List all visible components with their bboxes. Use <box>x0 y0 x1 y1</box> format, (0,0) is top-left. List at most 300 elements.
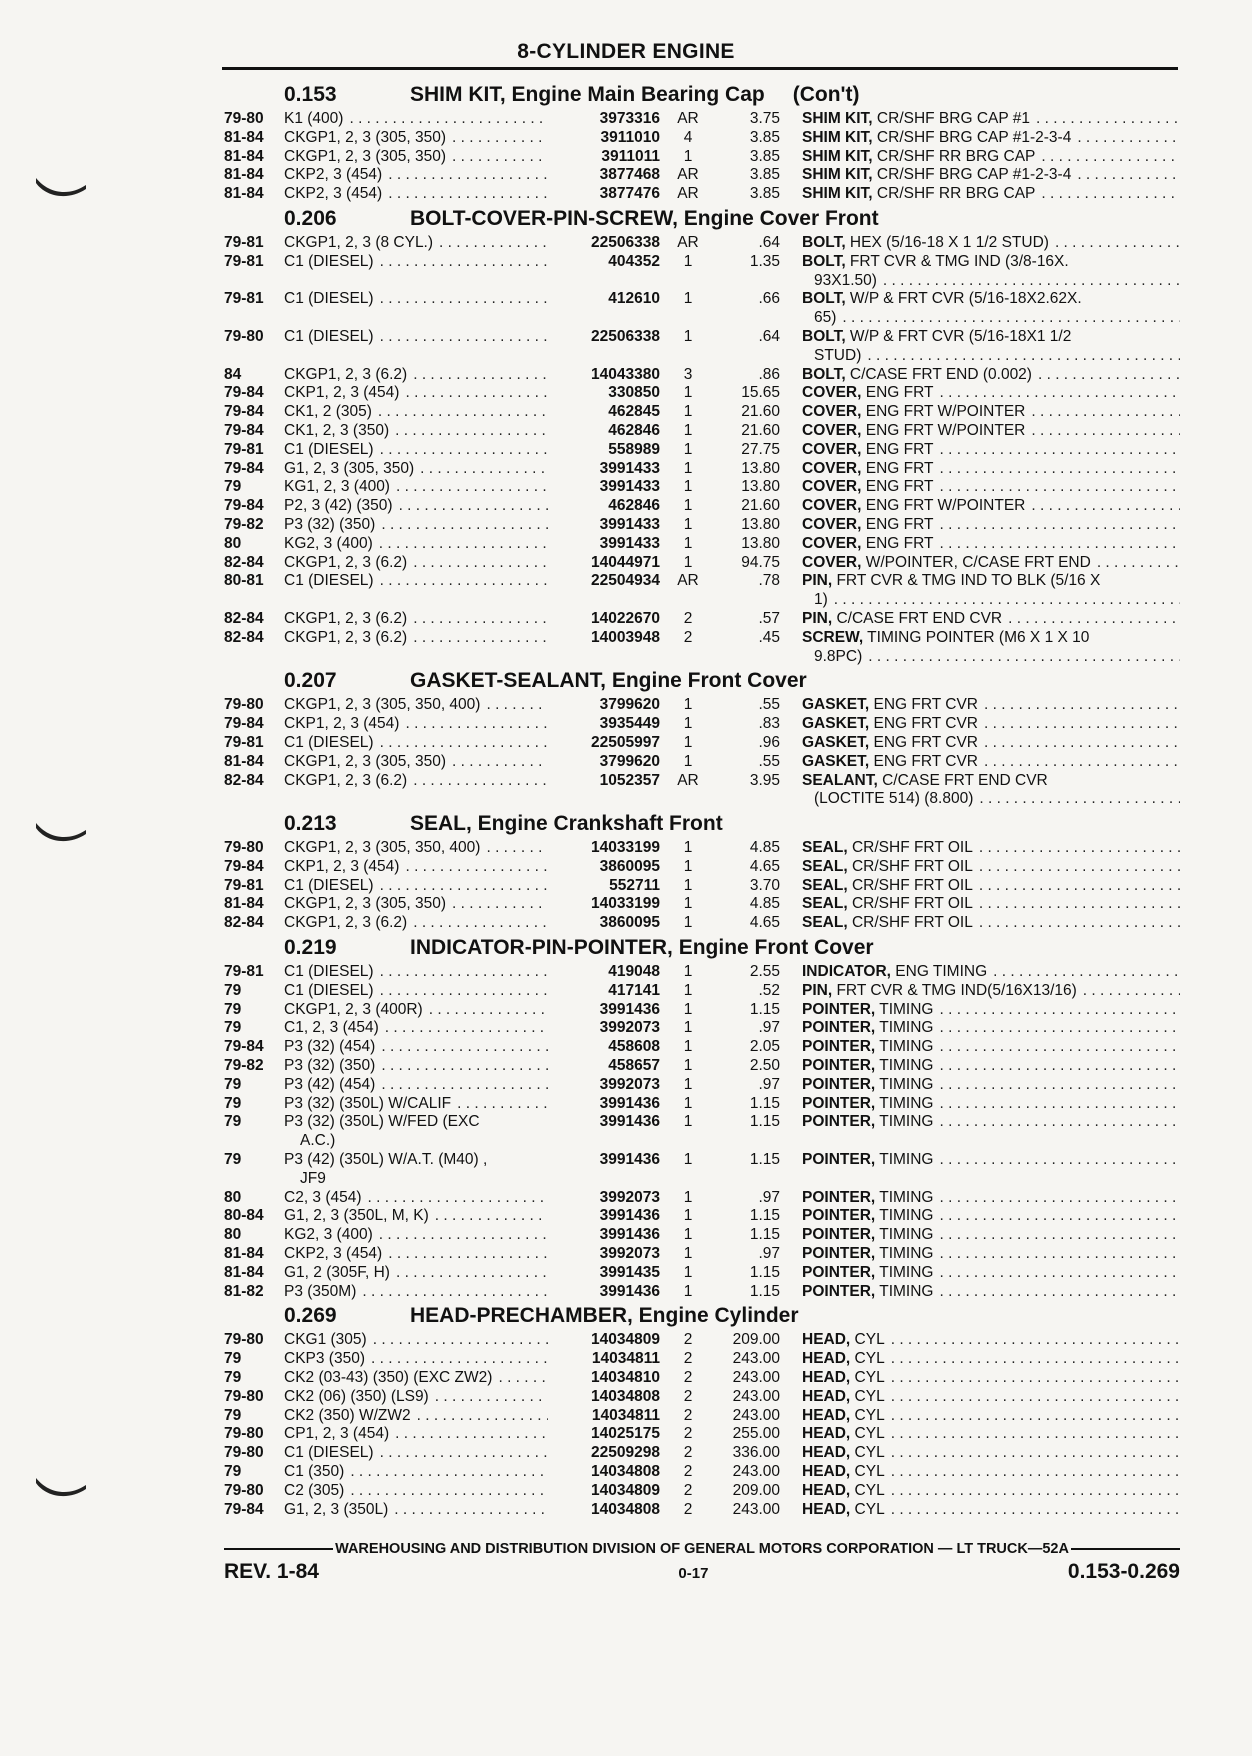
model-application <box>284 253 554 272</box>
part-number: 462845 <box>608 403 660 421</box>
quantity: 1 <box>683 752 693 770</box>
description-line <box>802 110 1180 129</box>
parts-row <box>224 1001 1180 1020</box>
model-line: CK2 (350) W/ZW2 <box>284 1406 411 1424</box>
part-number: 3991436 <box>599 1094 660 1112</box>
description-text: POINTER, TIMING <box>802 1245 934 1263</box>
description-line <box>802 1095 1180 1114</box>
model-year: 81-84 <box>224 147 264 165</box>
model-lines <box>284 1463 344 1482</box>
part-number: 3991433 <box>599 478 660 496</box>
description-line <box>802 290 1180 309</box>
parts-row <box>224 572 1180 610</box>
model-year: 81-84 <box>224 166 264 184</box>
parts-row <box>224 1189 1180 1208</box>
description-text: POINTER, TIMING <box>802 1000 934 1018</box>
model-lines <box>284 290 374 309</box>
part-number: 3877476 <box>599 185 660 203</box>
description-line <box>802 1057 1180 1076</box>
description-line <box>802 1350 1180 1369</box>
model-application <box>284 110 554 129</box>
leader-dots <box>429 1001 548 1020</box>
model-line: C1 (DIESEL) <box>284 252 374 270</box>
section-heading <box>224 809 1180 839</box>
parts-row <box>224 1076 1180 1095</box>
part-description <box>802 328 1180 366</box>
price: 2.50 <box>749 1057 780 1075</box>
quantity: 1 <box>683 1263 693 1281</box>
model-year: 82-84 <box>224 628 264 646</box>
leader-dots <box>939 1151 1180 1170</box>
section-number: 0.269 <box>284 1304 337 1328</box>
quantity: 2 <box>683 1463 693 1480</box>
description-lines <box>802 1076 1180 1095</box>
description-text: INDICATOR, ENG TIMING <box>802 963 988 981</box>
model-application <box>284 422 554 441</box>
description-lines <box>802 253 1180 291</box>
description-line <box>802 148 1180 167</box>
model-year: 79-84 <box>224 715 264 733</box>
parts-row <box>224 1113 1180 1151</box>
leader-dots <box>399 497 548 516</box>
price: 1.15 <box>749 1282 780 1300</box>
description-line <box>802 839 1180 858</box>
description-lines <box>802 1444 1180 1463</box>
model-line: K1 (400) <box>284 110 344 127</box>
model-application <box>284 554 554 573</box>
description-lines <box>802 366 1180 385</box>
section-number: 0.153 <box>284 83 337 106</box>
parts-row <box>224 1407 1180 1426</box>
model-year: 81-84 <box>224 1245 264 1263</box>
leader-dots <box>891 1369 1180 1388</box>
description-text: HEAD, CYL <box>802 1406 885 1424</box>
model-lines <box>284 422 389 441</box>
model-year: 79-84 <box>224 421 264 439</box>
description-text: BOLT, W/P & FRT CVR (5/16-18X1 1/2 <box>802 327 1072 345</box>
model-year: 81-82 <box>224 1282 264 1300</box>
model-lines <box>284 715 399 734</box>
leader-dots <box>486 839 548 858</box>
part-description <box>802 460 1180 479</box>
model-year: 79 <box>224 1369 242 1387</box>
parts-row <box>224 877 1180 896</box>
model-line: CKP2, 3 (454) <box>284 166 383 184</box>
model-line: CKGP1, 2, 3 (6.2) <box>284 365 408 383</box>
model-line: CKGP1, 2, 3 (6.2) <box>284 553 408 571</box>
description-text: COVER, ENG FRT <box>802 384 934 402</box>
parts-row <box>224 858 1180 877</box>
model-line: CKGP1, 2, 3 (400R) <box>284 1000 423 1018</box>
model-line: CKGP1, 2, 3 (305, 350, 400) <box>284 839 481 857</box>
model-line: C1 (DIESEL) <box>284 876 374 894</box>
description-lines <box>802 963 1180 982</box>
price: 243.00 <box>732 1406 780 1424</box>
leader-dots <box>413 610 548 629</box>
model-application <box>284 535 554 554</box>
leader-dots <box>381 1057 548 1076</box>
price: .55 <box>758 752 780 770</box>
part-description <box>802 422 1180 441</box>
part-description <box>802 982 1180 1001</box>
model-line: CKGP1, 2, 3 (305, 350) <box>284 752 446 770</box>
price: 243.00 <box>732 1500 780 1518</box>
price: 3.95 <box>749 771 780 789</box>
leader-dots <box>381 1038 548 1057</box>
description-text: GASKET, ENG FRT CVR <box>802 733 978 751</box>
model-lines <box>284 572 374 591</box>
description-line <box>802 1264 1180 1283</box>
model-application <box>284 1001 554 1020</box>
model-year: 79-82 <box>224 1057 264 1075</box>
leader-dots <box>362 1283 548 1302</box>
part-description <box>802 1019 1180 1038</box>
model-year: 84 <box>224 365 242 383</box>
description-text: GASKET, ENG FRT CVR <box>802 696 978 714</box>
description-text: COVER, ENG FRT <box>802 440 934 458</box>
model-year: 79-84 <box>224 857 264 875</box>
model-application <box>284 403 554 422</box>
part-number: 14044971 <box>591 553 660 571</box>
description-lines <box>802 1245 1180 1264</box>
part-description <box>802 129 1180 148</box>
model-application <box>284 1444 554 1463</box>
model-application <box>284 914 554 933</box>
model-lines <box>284 253 374 272</box>
part-number: 458657 <box>608 1057 660 1075</box>
part-number: 417141 <box>608 981 660 999</box>
part-description <box>802 1189 1180 1208</box>
quantity: 1 <box>683 1019 693 1037</box>
model-lines <box>284 328 374 347</box>
model-application <box>284 1151 554 1189</box>
model-line: KG2, 3 (400) <box>284 1226 373 1244</box>
description-text: (LOCTITE 514) (8.800) <box>814 790 974 808</box>
parts-row <box>224 366 1180 385</box>
quantity: AR <box>677 771 699 789</box>
model-year: 79 <box>224 1094 242 1112</box>
price: .52 <box>758 981 780 999</box>
quantity: 1 <box>683 895 693 913</box>
price: .86 <box>758 365 780 383</box>
description-lines <box>802 914 1180 933</box>
description-line <box>802 877 1180 896</box>
model-application <box>284 1369 554 1388</box>
description-line <box>802 591 1180 610</box>
leader-dots <box>1031 422 1180 441</box>
parts-row <box>224 1369 1180 1388</box>
model-lines <box>284 895 446 914</box>
model-lines <box>284 1245 382 1264</box>
description-line <box>802 347 1180 366</box>
parts-row <box>224 610 1180 629</box>
model-lines <box>284 1444 374 1463</box>
section-number: 0.206 <box>284 206 337 230</box>
leader-dots <box>378 403 548 422</box>
model-year: 80-84 <box>224 1207 264 1225</box>
leader-dots <box>891 1331 1180 1350</box>
model-line: CKGP1, 2, 3 (6.2) <box>284 628 408 646</box>
description-text: COVER, ENG FRT W/POINTER <box>802 497 1026 515</box>
price: 209.00 <box>732 1481 780 1499</box>
section-heading <box>224 933 1180 963</box>
model-line: C1 (DIESEL) <box>284 327 374 345</box>
model-lines <box>284 1388 429 1407</box>
part-description <box>802 497 1180 516</box>
leader-dots <box>979 858 1180 877</box>
leader-dots <box>413 772 548 791</box>
model-application <box>284 610 554 629</box>
model-line: C1 (DIESEL) <box>284 963 374 981</box>
description-text: PIN, FRT CVR & TMG IND TO BLK (5/16 X <box>802 572 1101 590</box>
model-application <box>284 328 554 347</box>
price: 1.15 <box>749 1000 780 1018</box>
part-description <box>802 1151 1180 1170</box>
model-application <box>284 1425 554 1444</box>
description-text: POINTER, TIMING <box>802 1151 934 1169</box>
leader-dots <box>891 1425 1180 1444</box>
model-line: C1 (350) <box>284 1463 345 1480</box>
description-lines <box>802 734 1180 753</box>
model-lines <box>284 516 375 535</box>
part-description <box>802 895 1180 914</box>
running-head: 8-CYLINDER ENGINE <box>517 40 735 63</box>
price: .96 <box>758 733 780 751</box>
model-lines <box>284 148 446 167</box>
leader-dots <box>1097 554 1180 573</box>
price: 4.85 <box>749 839 780 857</box>
quantity: 2 <box>683 609 693 627</box>
model-year: 79 <box>224 981 242 999</box>
part-description <box>802 1038 1180 1057</box>
leader-dots <box>413 629 548 648</box>
description-line <box>802 610 1180 629</box>
description-text: POINTER, TIMING <box>802 1113 934 1131</box>
leader-dots <box>1008 610 1180 629</box>
model-year: 79-80 <box>224 327 264 345</box>
parts-row <box>224 895 1180 914</box>
price: 1.15 <box>749 1151 780 1169</box>
leader-dots <box>486 696 548 715</box>
model-line: C1 (DIESEL) <box>284 440 374 458</box>
model-lines <box>284 1038 375 1057</box>
quantity: 1 <box>683 1113 693 1131</box>
model-lines <box>284 734 374 753</box>
model-application <box>284 1482 554 1501</box>
leader-dots <box>396 1264 548 1283</box>
description-lines <box>802 1407 1180 1426</box>
quantity: 1 <box>683 1282 693 1300</box>
parts-row <box>224 914 1180 933</box>
description-lines <box>802 460 1180 479</box>
part-description <box>802 384 1180 403</box>
parts-row <box>224 185 1180 204</box>
leader-dots <box>380 572 548 591</box>
description-line <box>802 1463 1180 1482</box>
section-title: INDICATOR-PIN-POINTER, Engine Front Cover <box>410 936 874 960</box>
revision-label: REV. 1-84 <box>224 1560 319 1583</box>
leader-dots <box>368 1189 548 1208</box>
description-lines <box>802 166 1180 185</box>
quantity: 2 <box>683 1481 693 1499</box>
part-number: 14034811 <box>591 1350 660 1368</box>
description-line <box>802 1019 1180 1038</box>
model-application <box>284 290 554 309</box>
description-line <box>802 309 1180 328</box>
leader-dots <box>395 422 548 441</box>
description-text: COVER, W/POINTER, C/CASE FRT END <box>802 553 1091 571</box>
part-description <box>802 554 1180 573</box>
leader-dots <box>979 790 1180 809</box>
model-lines <box>284 1057 375 1076</box>
price: .97 <box>758 1019 780 1037</box>
part-description <box>802 1207 1180 1226</box>
description-text: POINTER, TIMING <box>802 1019 934 1037</box>
price: .97 <box>758 1188 780 1206</box>
description-lines <box>802 629 1180 667</box>
price: .64 <box>758 327 780 345</box>
parts-row <box>224 1444 1180 1463</box>
description-lines <box>802 129 1180 148</box>
leader-dots <box>940 516 1181 535</box>
part-number: 14003948 <box>591 628 660 646</box>
description-text: GASKET, ENG FRT CVR <box>802 752 978 770</box>
section-range: 0.153-0.269 <box>1067 1560 1180 1583</box>
model-lines <box>284 772 407 791</box>
quantity: 1 <box>683 290 693 308</box>
model-lines <box>284 753 446 772</box>
leader-dots <box>939 1019 1180 1038</box>
model-lines <box>284 1151 487 1189</box>
leader-dots <box>939 1038 1180 1057</box>
model-year: 79-80 <box>224 1444 264 1462</box>
part-description <box>802 1407 1180 1426</box>
price: 1.15 <box>749 1207 780 1225</box>
model-year: 79 <box>224 1463 242 1480</box>
description-text: COVER, ENG FRT W/POINTER <box>802 421 1026 439</box>
model-line: CK2 (03-43) (350) (EXC ZW2) <box>284 1369 493 1387</box>
description-line <box>802 1501 1180 1520</box>
description-text: SEAL, CR/SHF FRT OIL <box>802 839 973 857</box>
description-lines <box>802 185 1180 204</box>
part-description <box>802 715 1180 734</box>
description-line <box>802 1444 1180 1463</box>
description-lines <box>802 1463 1180 1482</box>
description-line <box>802 1189 1180 1208</box>
parts-row <box>224 1350 1180 1369</box>
model-lines <box>284 1407 411 1426</box>
description-line <box>802 1407 1180 1426</box>
model-line: KG2, 3 (400) <box>284 534 373 552</box>
description-text: POINTER, TIMING <box>802 1188 934 1206</box>
parts-row <box>224 328 1180 366</box>
price: 27.75 <box>741 440 780 458</box>
quantity: 1 <box>683 876 693 894</box>
leader-dots <box>1077 129 1180 148</box>
description-lines <box>802 478 1180 497</box>
model-line: P3 (32) (454) <box>284 1038 376 1056</box>
quantity: 1 <box>683 1226 693 1244</box>
model-application <box>284 478 554 497</box>
part-number: 552711 <box>609 876 660 894</box>
description-line <box>802 1425 1180 1444</box>
price: 3.85 <box>749 185 780 203</box>
description-line <box>802 715 1180 734</box>
description-text: SEAL, CR/SHF FRT OIL <box>802 914 973 932</box>
section-heading <box>224 666 1180 696</box>
price: 209.00 <box>732 1331 780 1349</box>
model-year: 79-84 <box>224 459 264 477</box>
leader-dots <box>380 963 548 982</box>
price: 243.00 <box>732 1369 780 1387</box>
leader-dots <box>891 1482 1180 1501</box>
model-line: C1 (DIESEL) <box>284 981 374 999</box>
description-text: SHIM KIT, CR/SHF RR BRG CAP <box>802 185 1036 203</box>
quantity: 1 <box>683 839 693 857</box>
parts-row <box>224 110 1180 129</box>
description-text: HEAD, CYL <box>802 1500 885 1518</box>
model-year: 79-82 <box>224 515 264 533</box>
model-year: 81-84 <box>224 1263 264 1281</box>
description-text: COVER, ENG FRT W/POINTER <box>802 403 1026 421</box>
leader-dots <box>452 129 548 148</box>
model-lines <box>284 877 374 896</box>
parts-row <box>224 516 1180 535</box>
description-line <box>802 1207 1180 1226</box>
leader-dots <box>452 753 548 772</box>
description-lines <box>802 772 1180 810</box>
quantity: 1 <box>683 963 693 981</box>
leader-dots <box>939 1001 1180 1020</box>
description-lines <box>802 1189 1180 1208</box>
model-year: 79-80 <box>224 1425 264 1443</box>
part-number: 22506338 <box>591 327 660 345</box>
part-description <box>802 572 1180 610</box>
model-year: 81-84 <box>224 752 264 770</box>
description-lines <box>802 1425 1180 1444</box>
description-line <box>802 384 1180 403</box>
model-year: 79-81 <box>224 440 264 458</box>
quantity: 1 <box>683 981 693 999</box>
description-lines <box>802 696 1180 715</box>
description-line <box>802 629 1180 648</box>
description-line <box>802 1038 1180 1057</box>
price: .66 <box>758 290 780 308</box>
section-title: BOLT-COVER-PIN-SCREW, Engine Cover Front <box>410 206 879 230</box>
part-description <box>802 290 1180 328</box>
price: 3.85 <box>749 166 780 184</box>
model-lines <box>284 1113 480 1151</box>
model-line: CKGP1, 2, 3 (305, 350) <box>284 895 446 913</box>
part-number: 14033199 <box>591 895 660 913</box>
model-year: 79-81 <box>224 963 264 981</box>
part-number: 14034810 <box>591 1369 660 1387</box>
parts-row <box>224 554 1180 573</box>
leader-dots <box>1077 166 1180 185</box>
description-lines <box>802 1151 1180 1170</box>
model-line: A.C.) <box>300 1132 336 1150</box>
part-description <box>802 1482 1180 1501</box>
description-text: HEAD, CYL <box>802 1425 885 1443</box>
model-year: 82-84 <box>224 914 264 932</box>
quantity: 1 <box>683 1188 693 1206</box>
model-lines <box>284 1076 375 1095</box>
leader-dots <box>379 1226 548 1245</box>
description-lines <box>802 1207 1180 1226</box>
part-number: 14034811 <box>591 1406 660 1424</box>
price: 13.80 <box>741 534 780 552</box>
price: .97 <box>758 1245 780 1263</box>
